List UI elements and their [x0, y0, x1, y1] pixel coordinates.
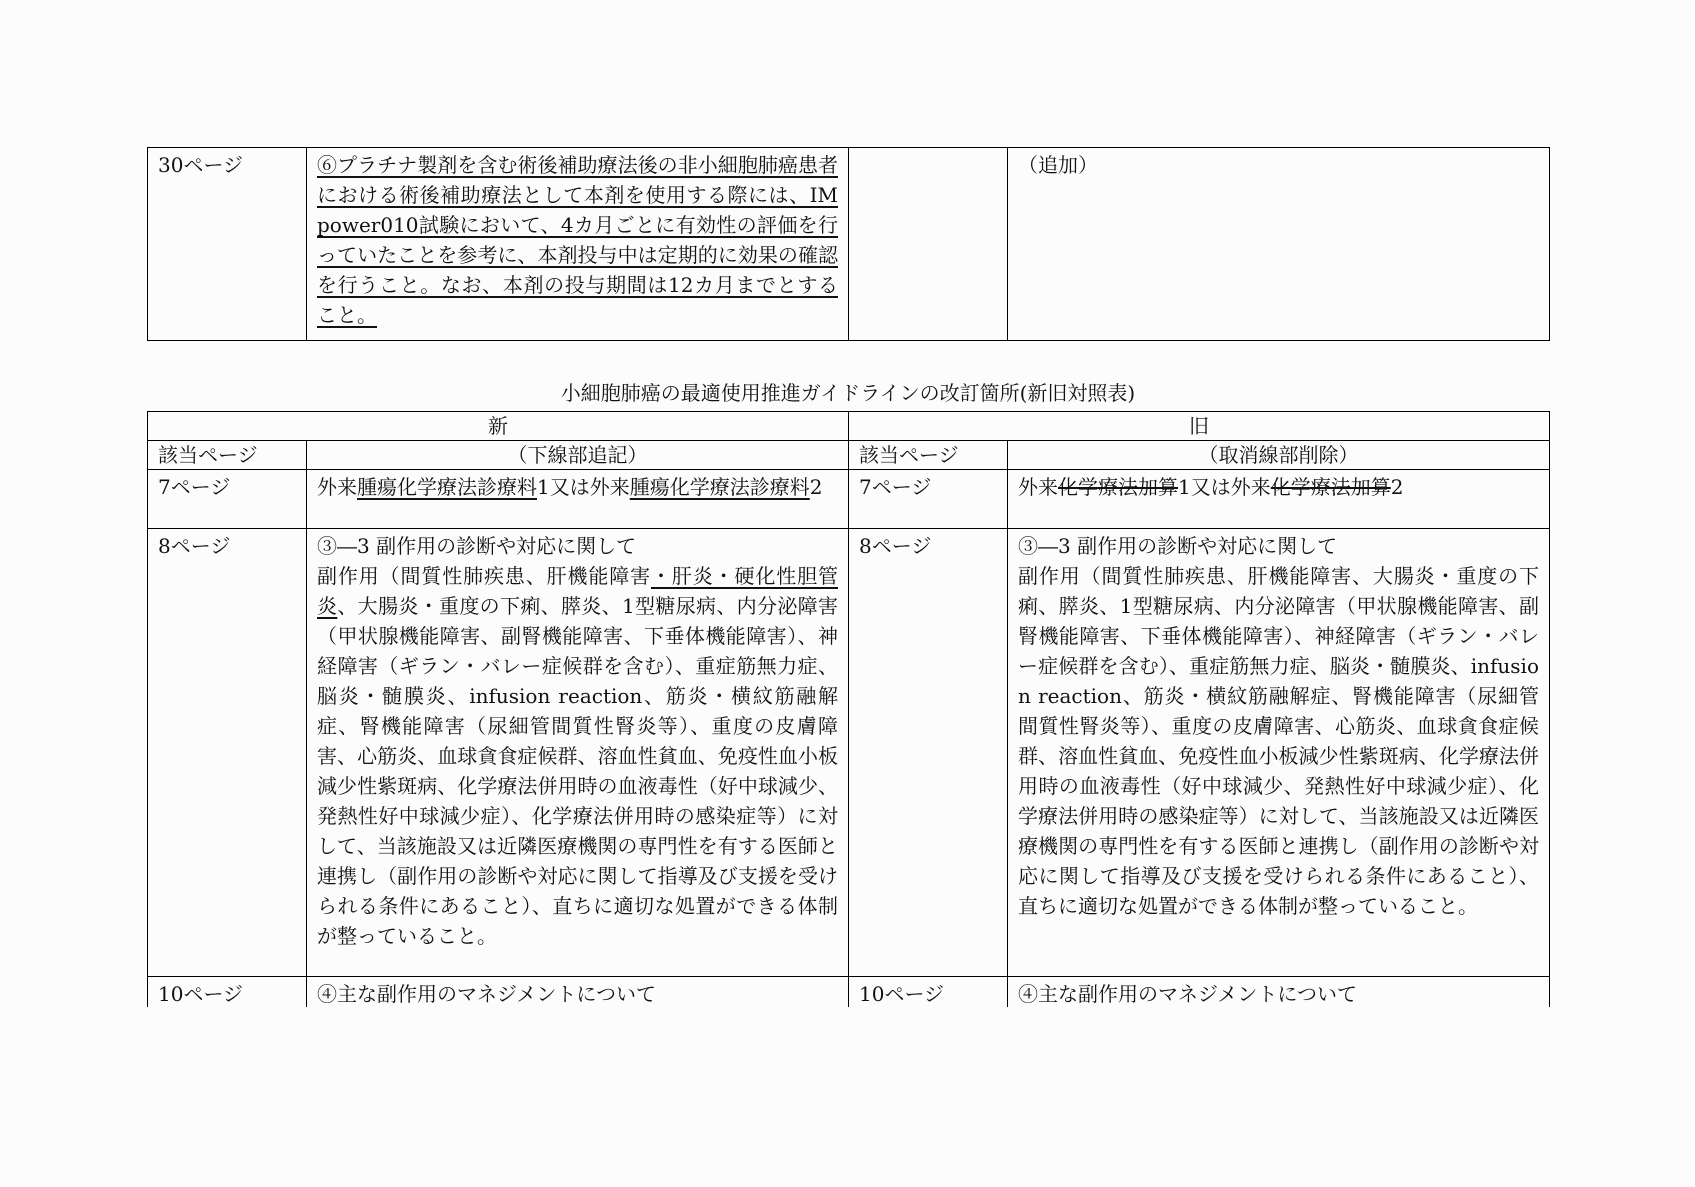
text-segment: 外来 [1018, 475, 1058, 499]
old-text: （追加） [1018, 153, 1098, 177]
section-heading: ④主な副作用のマネジメントについて [1018, 982, 1357, 1006]
new-text-cell [307, 470, 849, 529]
section-heading: ④主な副作用のマネジメントについて [317, 982, 656, 1006]
new-text-cell [307, 529, 849, 977]
text-segment: 外来 [317, 475, 357, 499]
added-text-underlined: ⑥プラチナ製剤を含む術後補助療法後の非小細胞肺癌患者における術後補助療法として本剤を使用する際には、IMpower010試験において、4カ月ごとに有効性の評価を行っていたことを参考に、本剤投与中は定期的に効果の確認を行うこと。なお、本剤の投与期間は12カ月までとすること。 [317, 153, 838, 327]
deleted-text-strikethrough: 化学療法加算 [1058, 475, 1178, 499]
added-text-underlined: ・肝炎・硬化性胆管炎 [317, 564, 838, 618]
table-row [148, 148, 1550, 341]
added-text-underlined: 腫瘍化学療法診療料 [357, 475, 537, 499]
page-bottom-margin [0, 1007, 1695, 1187]
old-page-label: 8ページ [859, 534, 932, 558]
subheader-row [148, 441, 1550, 470]
new-page-label: 8ページ [158, 534, 231, 558]
old-text-cell [1008, 529, 1550, 977]
new-page-cell [148, 977, 307, 1010]
old-page-label: 7ページ [859, 475, 932, 499]
new-page-cell [148, 529, 307, 977]
text-segment: 、大腸炎・重度の下痢、膵炎、1型糖尿病、内分泌障害（甲状腺機能障害、副腎機能障害、下垂体機能障害）、神経障害（ギラン・バレー症候群を含む）、重症筋無力症、脳炎・髄膜炎、infusion reaction、筋炎・横紋筋融解症、腎機能障害（尿細管間質性腎炎等）、重度の皮膚障害、心筋炎、血球貪食症候群、溶血性貧血、免疫性血小板減少性紫斑病、化学療法併用時の血液毒性（好中球減少、発熱性好中球減少症）、化学療法併用時の感染症等）に対して、当該施設又は近隣医療機関の専門性を有する医師と連携し（副作用の診断や対応に関して指導及び支援を受けられる条件にあること）、直ちに適切な処置ができる体制が整っていること。 [317, 594, 839, 948]
added-text-underlined: 腫瘍化学療法診療料 [629, 475, 810, 499]
new-page-label: 30ページ [158, 153, 244, 177]
new-page-label: 10ページ [158, 982, 244, 1006]
header-old: 旧 [849, 412, 1550, 441]
new-text-cell [307, 148, 849, 341]
old-page-label: 10ページ [859, 982, 945, 1006]
old-page-cell [849, 977, 1008, 1010]
old-page-cell [849, 148, 1008, 341]
old-text-cell [1008, 470, 1550, 529]
new-page-cell [148, 470, 307, 529]
text-segment: 2 [809, 475, 823, 499]
table-row [148, 529, 1550, 977]
old-text-cell [1008, 977, 1550, 1010]
text-segment: 副作用（間質性肺疾患、肝機能障害 [317, 564, 651, 588]
header-new: 新 [148, 412, 849, 441]
document-title: 小細胞肺癌の最適使用推進ガイドラインの改訂箇所(新旧対照表) [560, 381, 1136, 405]
header-new-text: （下線部追記） [307, 441, 849, 470]
section-heading: ③―3 副作用の診断や対応に関して [1018, 534, 1338, 558]
old-page-cell [849, 529, 1008, 977]
table-row [148, 977, 1550, 1010]
section-heading: ③―3 副作用の診断や対応に関して [317, 534, 637, 558]
new-page-label: 7ページ [158, 475, 231, 499]
previous-comparison-table [147, 147, 1550, 341]
header-new-page: 該当ページ [148, 441, 307, 470]
text-segment: 2 [1390, 475, 1404, 499]
text-segment: 1又は外来 [1178, 475, 1271, 499]
header-old-page: 該当ページ [849, 441, 1008, 470]
text-segment: 1又は外来 [537, 475, 630, 499]
header-old-text: （取消線部削除） [1008, 441, 1550, 470]
old-page-cell [849, 470, 1008, 529]
deleted-text-strikethrough: 化学療法加算 [1270, 475, 1391, 499]
header-row [148, 412, 1550, 441]
new-text-cell [307, 977, 849, 1010]
table-row [148, 470, 1550, 529]
comparison-table [147, 411, 1550, 1009]
old-text: 副作用（間質性肺疾患、肝機能障害、大腸炎・重度の下痢、膵炎、1型糖尿病、内分泌障害（甲状腺機能障害、副腎機能障害、下垂体機能障害）、神経障害（ギラン・バレー症候群を含む）、重症筋無力症、脳炎・髄膜炎、infusion reaction、筋炎・横紋筋融解症、腎機能障害（尿細管間質性腎炎等）、重度の皮膚障害、心筋炎、血球貪食症候群、溶血性貧血、免疫性血小板減少性紫斑病、化学療法併用時の血液毒性（好中球減少、発熱性好中球減少症）、化学療法併用時の感染症等）に対して、当該施設又は近隣医療機関の専門性を有する医師と連携し（副作用の診断や対応に関して指導及び支援を受けられる条件にあること）、直ちに適切な処置ができる体制が整っていること。 [1018, 564, 1539, 918]
old-text-cell [1008, 148, 1550, 341]
new-page-cell [148, 148, 307, 341]
